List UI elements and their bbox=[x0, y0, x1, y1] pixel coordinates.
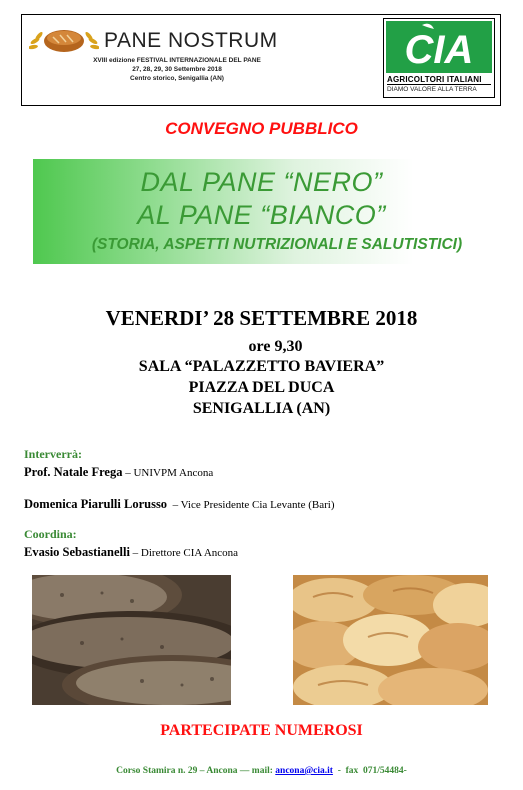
cia-divider bbox=[387, 84, 491, 85]
moderator bbox=[24, 545, 238, 560]
svg-text:CIA: CIA bbox=[404, 28, 474, 72]
dark-bread-photo bbox=[32, 575, 231, 705]
event-date: VENERDI’ 28 SETTEMBRE 2018 bbox=[105, 306, 418, 330]
event-kind: CONVEGNO PUBBLICO bbox=[165, 119, 358, 138]
festival-place: Centro storico, Senigallia (AN) bbox=[130, 75, 224, 82]
footer-address: Corso Stamira n. 29 – Ancona — mail: bbox=[116, 766, 276, 776]
event-venue-square: PIAZZA DEL DUCA bbox=[188, 379, 335, 396]
header-box bbox=[21, 14, 501, 106]
event-title-line1: DAL PANE “NERO” bbox=[140, 167, 383, 197]
cia-logo bbox=[383, 18, 495, 98]
closing-call: PARTECIPATE NUMEROSI bbox=[160, 722, 363, 739]
festival-dates: 27, 28, 29, 30 Settembre 2018 bbox=[132, 66, 222, 73]
festival-edition: XVIII edizione FESTIVAL INTERNAZIONALE DEL PANE bbox=[93, 57, 261, 64]
speaker-2-name: Domenica Piarulli Lorusso bbox=[24, 497, 168, 511]
footer-fax: - fax 071/54484- bbox=[332, 766, 407, 776]
event-time: ore 9,30 bbox=[248, 338, 303, 355]
dark-bread-image bbox=[32, 575, 231, 705]
speaker-2 bbox=[24, 497, 335, 512]
moderator-label: Coordina: bbox=[24, 527, 77, 541]
speaker-1 bbox=[24, 465, 213, 480]
white-bread-image bbox=[293, 575, 488, 705]
speaker-1-name: Prof. Natale Frega bbox=[24, 465, 123, 479]
event-venue-hall: SALA “PALAZZETTO BAVIERA” bbox=[138, 358, 385, 375]
footer-email-link[interactable]: ancona@cia.it bbox=[275, 766, 333, 776]
cia-org-name: AGRICOLTORI ITALIANI bbox=[387, 75, 482, 84]
speaker-2-role: – Vice Presidente Cia Levante (Bari) bbox=[167, 499, 335, 511]
cia-tagline: DIAMO VALORE ALLA TERRA bbox=[387, 86, 477, 93]
moderator-role: – Direttore CIA Ancona bbox=[129, 547, 239, 559]
footer-contacts bbox=[0, 766, 523, 776]
event-title-line2: AL PANE “BIANCO” bbox=[137, 200, 386, 230]
cia-logo-mark bbox=[386, 21, 492, 73]
white-bread-photo bbox=[293, 575, 488, 705]
festival-name: PANE NOSTRUM bbox=[104, 29, 278, 52]
moderator-name: Evasio Sebastianelli bbox=[24, 545, 130, 559]
speakers-label: Interverrà: bbox=[24, 447, 82, 461]
speaker-1-role: – UNIVPM Ancona bbox=[122, 467, 214, 479]
wheat-bread-logo-icon bbox=[29, 25, 99, 57]
event-subtitle: (STORIA, ASPETTI NUTRIZIONALI E SALUTISTICI) bbox=[91, 236, 463, 253]
cia-letters-icon bbox=[386, 21, 492, 73]
event-venue-city: SENIGALLIA (AN) bbox=[192, 400, 331, 417]
